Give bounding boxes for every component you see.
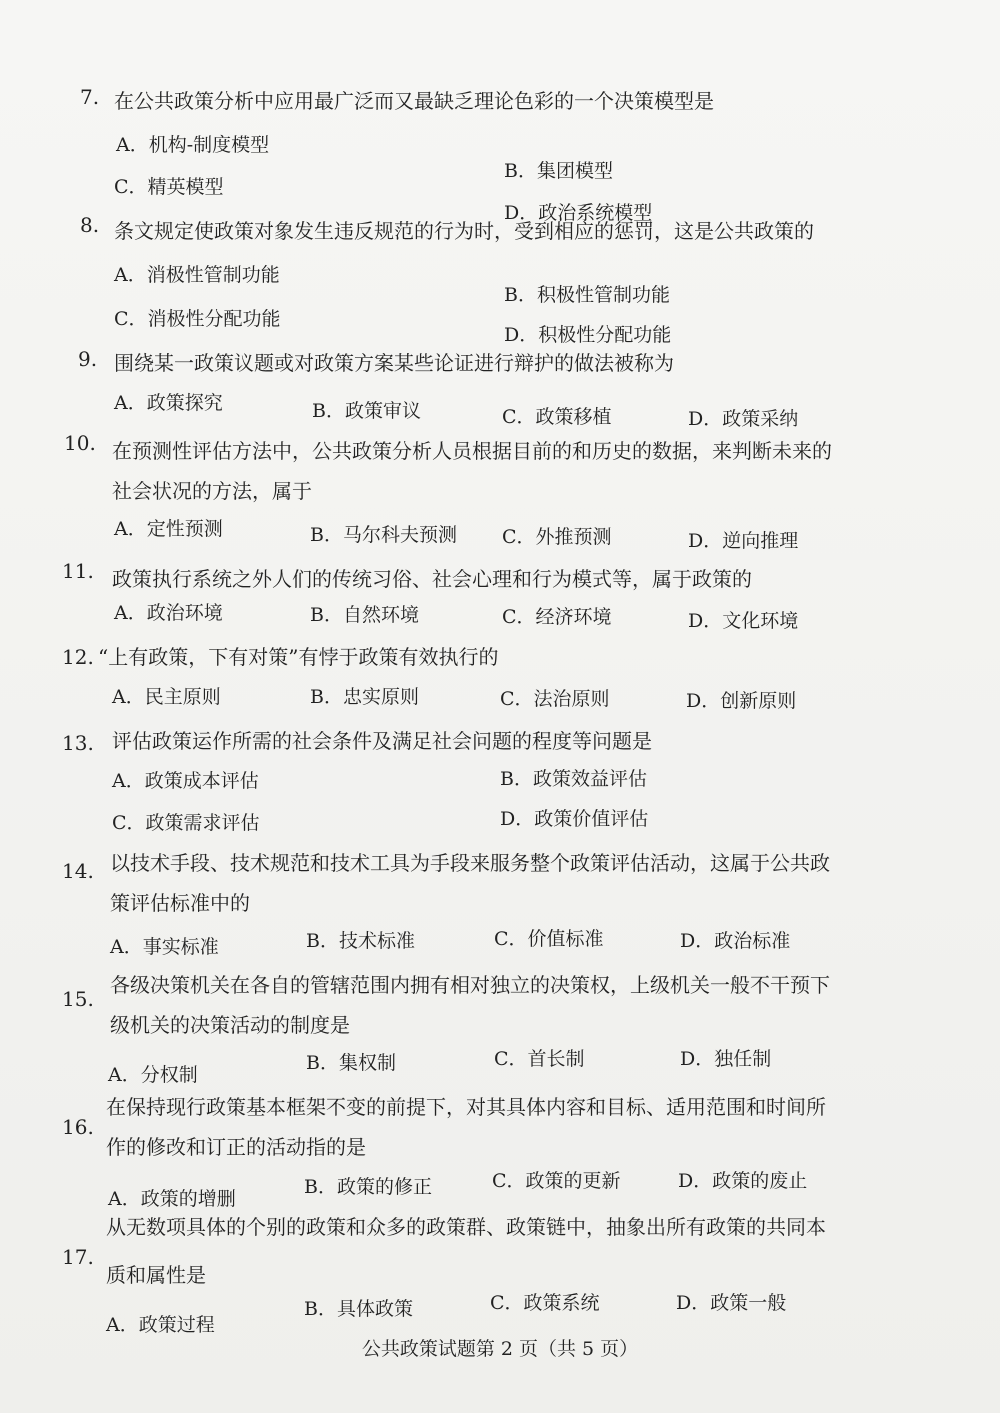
option-a: A．定性预测 (114, 518, 223, 540)
option-a: A．政策的增删 (108, 1188, 236, 1210)
option-a: A．消极性管制功能 (114, 264, 280, 286)
question-text: 从无数项具体的个别的政策和众多的政策群、政策链中，抽象出所有政策的共同本 (106, 1215, 826, 1239)
option-d: D．创新原则 (686, 690, 797, 712)
option-c: C．消极性分配功能 (114, 308, 281, 330)
question-number: 8. (80, 213, 100, 237)
option-d: D．政治标准 (680, 930, 791, 952)
question-text-cont: 策评估标准中的 (110, 891, 250, 915)
option-c: C．政策移植 (502, 406, 612, 428)
question-number: 11. (62, 559, 94, 583)
option-a: A．民主原则 (112, 686, 221, 708)
question-text: 评估政策运作所需的社会条件及满足社会问题的程度等问题是 (112, 729, 652, 753)
option-d: D．逆向推理 (688, 530, 799, 552)
question-number: 10. (64, 431, 96, 455)
option-b: B．政策的修正 (304, 1176, 432, 1198)
question-text: 在保持现行政策基本框架不变的前提下，对其具体内容和目标、适用范围和时间所 (106, 1095, 826, 1119)
option-d: D．政治系统模型 (504, 202, 653, 224)
option-b: B．自然环境 (310, 604, 419, 626)
option-b: B．集团模型 (504, 160, 613, 182)
option-b: B．积极性管制功能 (504, 284, 670, 306)
option-c: C．首长制 (494, 1048, 585, 1070)
option-b: B．集权制 (306, 1052, 396, 1074)
question-text-cont: 级机关的决策活动的制度是 (110, 1013, 350, 1037)
option-c: C．政策的更新 (492, 1170, 621, 1192)
option-d: D．文化环境 (688, 610, 799, 632)
option-c: C．价值标准 (494, 928, 604, 950)
option-d: D．政策价值评估 (500, 808, 649, 830)
question-number: 13. (62, 731, 94, 755)
option-c: C．政策系统 (490, 1292, 600, 1314)
option-b: B．马尔科夫预测 (310, 524, 457, 546)
option-a: A．政治环境 (114, 602, 223, 624)
option-d: D．政策的废止 (678, 1170, 808, 1192)
option-c: C．精英模型 (114, 176, 224, 198)
option-b: B．具体政策 (304, 1298, 413, 1320)
question-text: 在预测性评估方法中，公共政策分析人员根据目前的和历史的数据，来判断未来的 (112, 439, 832, 463)
option-c: C．外推预测 (502, 526, 612, 548)
option-a: A．分权制 (108, 1064, 198, 1086)
option-d: D．政策一般 (676, 1292, 787, 1314)
question-number: 16. (62, 1115, 94, 1139)
question-text: 各级决策机关在各自的管辖范围内拥有相对独立的决策权，上级机关一般不干预下 (110, 973, 830, 997)
question-number: 12. (62, 645, 94, 669)
question-text: 以技术手段、技术规范和技术工具为手段来服务整个政策评估活动，这属于公共政 (110, 851, 830, 875)
question-text: 围绕某一政策议题或对政策方案某些论证进行辩护的做法被称为 (114, 351, 674, 375)
question-text-cont: 质和属性是 (106, 1263, 206, 1287)
question-text: 在公共政策分析中应用最广泛而又最缺乏理论色彩的一个决策模型是 (114, 89, 714, 113)
option-b: B．政策效益评估 (500, 768, 647, 790)
option-b: B．忠实原则 (310, 686, 419, 708)
option-a: A．政策过程 (106, 1314, 215, 1336)
option-a: A．政策探究 (114, 392, 223, 414)
option-d: D．政策采纳 (688, 408, 799, 430)
option-b: B．技术标准 (306, 930, 415, 952)
question-text: 政策执行系统之外人们的传统习俗、社会心理和行为模式等，属于政策的 (112, 567, 752, 591)
option-a: A．事实标准 (110, 936, 219, 958)
option-a: A．机构-制度模型 (116, 134, 270, 156)
question-text: “上有政策，下有对策”有悖于政策有效执行的 (98, 645, 499, 669)
option-d: D．积极性分配功能 (504, 324, 672, 346)
question-number: 15. (62, 987, 94, 1011)
option-d: D．独任制 (680, 1048, 772, 1070)
option-c: C．法治原则 (500, 688, 610, 710)
question-number: 14. (62, 859, 94, 883)
option-c: C．政策需求评估 (112, 812, 260, 834)
question-number: 17. (62, 1245, 94, 1269)
question-text-cont: 作的修改和订正的活动指的是 (106, 1135, 366, 1159)
question-number: 7. (80, 85, 100, 109)
question-text: 条文规定使政策对象发生违反规范的行为时，受到相应的惩罚，这是公共政策的 (114, 219, 814, 243)
option-b: B．政策审议 (312, 400, 421, 422)
option-c: C．经济环境 (502, 606, 612, 628)
option-a: A．政策成本评估 (112, 770, 259, 792)
question-text-cont: 社会状况的方法，属于 (112, 479, 312, 503)
page-footer: 公共政策试题第 2 页（共 5 页） (361, 1338, 639, 1360)
question-number: 9. (78, 347, 98, 371)
